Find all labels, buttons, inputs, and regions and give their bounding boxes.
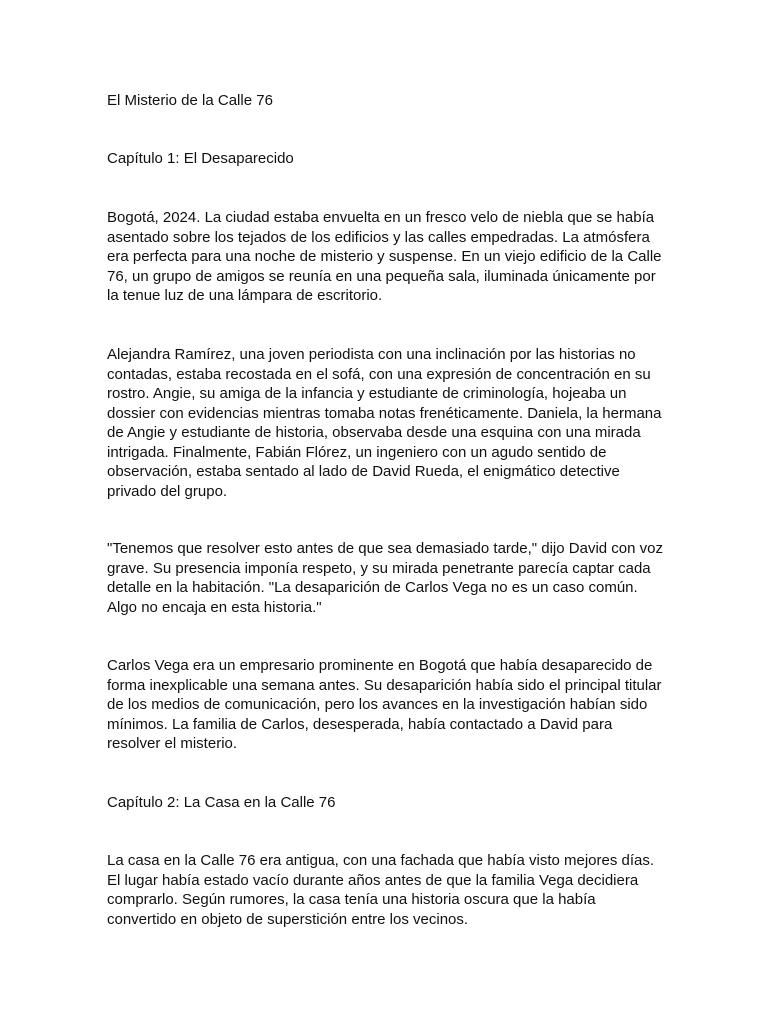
chapter-1-heading: Capítulo 1: El Desaparecido	[107, 150, 294, 167]
paragraph: Carlos Vega era un empresario prominente en Bogotá que había desaparecido de forma inexplicable una semana antes. Su desaparición había sido el principal titular de los medios de comunicación, pero los avances en la investigación habían sido mínimos. La familia de Carlos, desesperada, había contactado a David para resolver el misterio.	[107, 657, 662, 752]
document-title: El Misterio de la Calle 76	[107, 92, 273, 109]
paragraph: Alejandra Ramírez, una joven periodista con una inclinación por las historias no contadas, estaba recostada en el sofá, con una expresión de concentración en su rostro. Angie, su amiga de la infancia y estudiante de criminología, hojeaba un dossier con evidencias mientras tomaba notas frenéticamente. Daniela, la hermana de Angie y estudiante de historia, observaba desde una esquina con una mirada intrigada. Finalmente, Fabián Flórez, un ingeniero con un agudo sentido de observación, estaba sentado al lado de David Rueda, el enigmático detective privado del grupo.	[107, 346, 662, 500]
paragraph: La casa en la Calle 76 era antigua, con una fachada que había visto mejores días. El lugar había estado vacío durante años antes de que la familia Vega decidiera comprarlo. Según rumores, la casa tenía una historia oscura que la había convertido en objeto de superstición entre los vecinos.	[107, 852, 655, 928]
paragraph: Bogotá, 2024. La ciudad estaba envuelta en un fresco velo de niebla que se había asentado sobre los tejados de los edificios y las calles empedradas. La atmósfera era perfecta para una noche de misterio y suspense. En un viejo edificio de la Calle 76, un grupo de amigos se reunía en una pequeña sala, iluminada únicamente por la tenue luz de una lámpara de escritorio.	[107, 209, 662, 304]
paragraph: "Tenemos que resolver esto antes de que sea demasiado tarde," dijo David con voz grave. Su presencia imponía respeto, y su mirada penetrante parecía captar cada detalle en la habitación. "La desaparición de Carlos Vega no es un caso común. Algo no encaja en esta historia."	[107, 540, 663, 616]
chapter-2-heading: Capítulo 2: La Casa en la Calle 76	[107, 794, 336, 811]
